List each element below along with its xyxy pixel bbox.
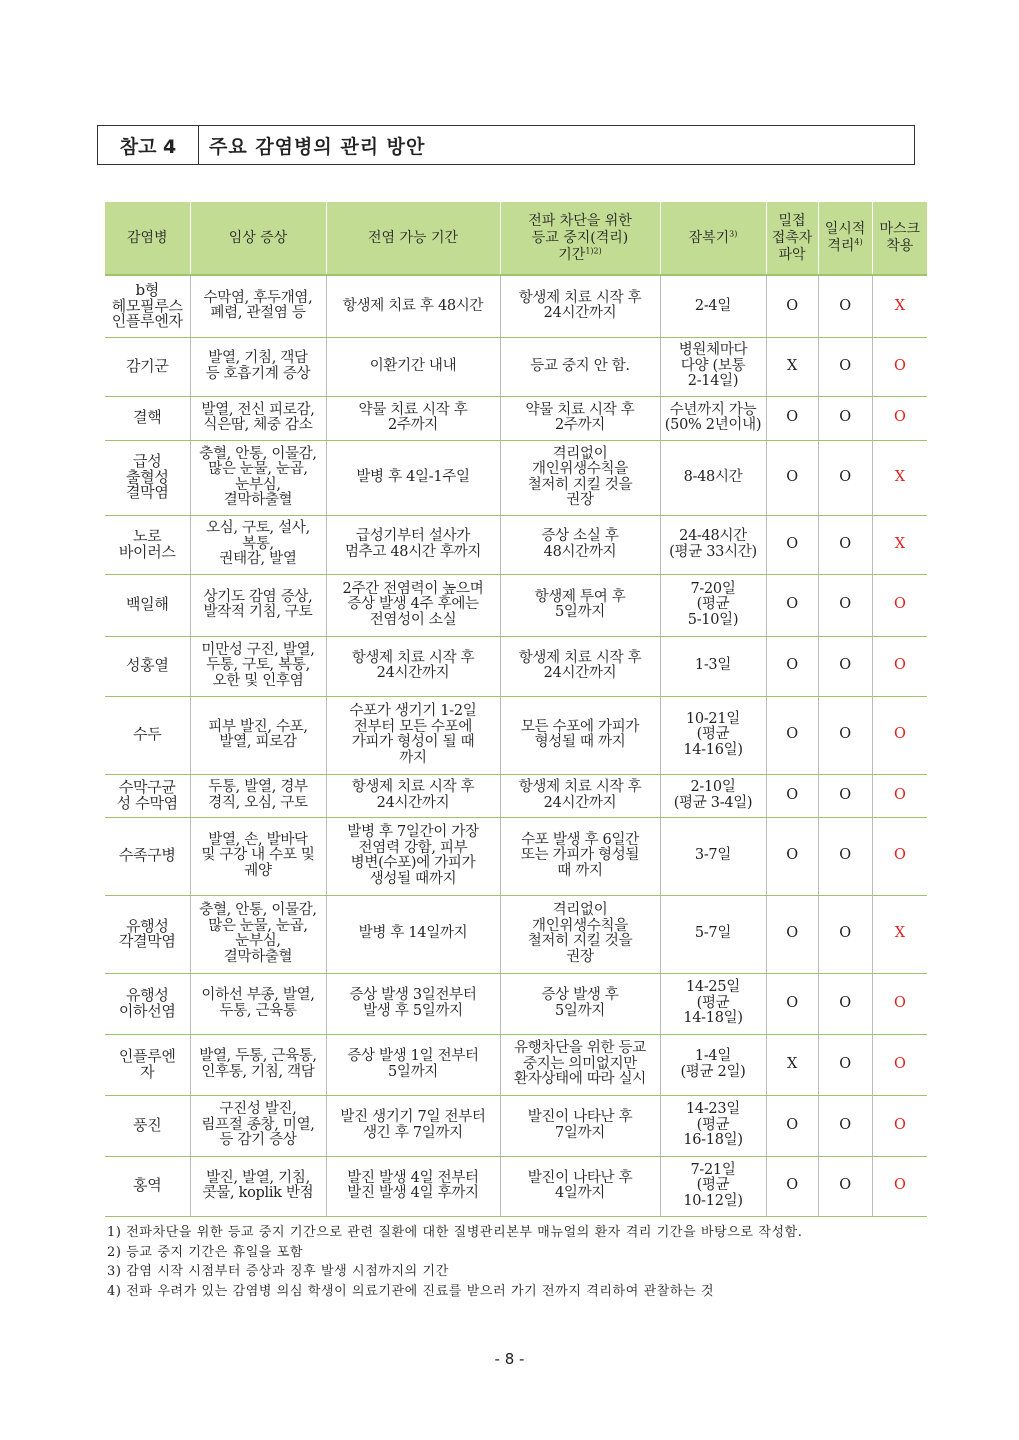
cell-symptoms: 충혈, 안통, 이물감, 많은 눈물, 눈곱, 눈부심, 결막하출혈 bbox=[190, 440, 326, 515]
table-row bbox=[105, 337, 927, 396]
cell-period: 항생제 치료 후 48시간 bbox=[326, 275, 500, 337]
cell-incubation: 1-3일 bbox=[660, 636, 766, 696]
cell-incubation: 2-4일 bbox=[660, 275, 766, 337]
header-incubation bbox=[660, 202, 766, 275]
cell-incubation: 수년까지 가능 (50% 2년이내) bbox=[660, 396, 766, 440]
cell-period: 발진 발생 4일 전부터 발진 발생 4일 후까지 bbox=[326, 1156, 500, 1216]
cell-incubation: 10-21일 (평균 14-16일) bbox=[660, 696, 766, 774]
header-symptoms bbox=[190, 202, 326, 275]
table-row bbox=[105, 1034, 927, 1095]
cell-symptoms: 발열, 전신 피로감, 식은땀, 체중 감소 bbox=[190, 396, 326, 440]
cell-incubation: 5-7일 bbox=[660, 895, 766, 973]
cell-contact: O bbox=[766, 1095, 818, 1156]
cell-contact: O bbox=[766, 817, 818, 895]
cell-incubation: 1-4일 (평균 2일) bbox=[660, 1034, 766, 1095]
header-exclusion-period-label: 전파 차단을 위한 등교 중지(격리) 기간 bbox=[528, 212, 632, 263]
cell-exclusion: 격리없이 개인위생수칙을 철저히 지킬 것을 권장 bbox=[500, 440, 660, 515]
cell-disease: 급성 출혈성 결막염 bbox=[105, 440, 190, 515]
cell-exclusion: 수포 발생 후 6일간 또는 가피가 형성될 때 까지 bbox=[500, 817, 660, 895]
cell-mask: O bbox=[872, 696, 927, 774]
header-exclusion-period bbox=[500, 202, 660, 275]
cell-disease: 인플루엔 자 bbox=[105, 1034, 190, 1095]
table-row bbox=[105, 574, 927, 636]
cell-isolation: O bbox=[818, 574, 872, 636]
header-mask-label: 마스크 착용 bbox=[879, 221, 921, 254]
table-row bbox=[105, 895, 927, 973]
cell-exclusion: 약물 치료 시작 후 2주까지 bbox=[500, 396, 660, 440]
cell-contact: O bbox=[766, 1156, 818, 1216]
cell-mask: X bbox=[872, 895, 927, 973]
page-number: - 8 - bbox=[494, 1350, 525, 1368]
cell-contact: O bbox=[766, 515, 818, 574]
cell-isolation: O bbox=[818, 515, 872, 574]
cell-disease: 결핵 bbox=[105, 396, 190, 440]
cell-contact: O bbox=[766, 440, 818, 515]
cell-isolation: O bbox=[818, 636, 872, 696]
cell-contact: X bbox=[766, 337, 818, 396]
footnote-2: 2) 등교 중지 기간은 휴일을 포함 bbox=[107, 1244, 304, 1260]
cell-isolation: O bbox=[818, 1034, 872, 1095]
cell-mask: O bbox=[872, 1095, 927, 1156]
cell-period: 항생제 치료 시작 후 24시간까지 bbox=[326, 636, 500, 696]
cell-exclusion: 항생제 투여 후 5일까지 bbox=[500, 574, 660, 636]
cell-exclusion: 모든 수포에 가피가 형성될 때 까지 bbox=[500, 696, 660, 774]
header-contact-tracing bbox=[766, 202, 818, 275]
cell-incubation: 2-10일 (평균 3-4일) bbox=[660, 774, 766, 817]
cell-symptoms: 발열, 두통, 근육통, 인후통, 기침, 객담 bbox=[190, 1034, 326, 1095]
cell-incubation: 14-25일 (평균 14-18일) bbox=[660, 973, 766, 1034]
cell-period: 2주간 전염력이 높으며 증상 발생 4주 후에는 전염성이 소실 bbox=[326, 574, 500, 636]
footnote-4: 4) 전파 우려가 있는 감염병 의심 학생이 의료기관에 진료를 받으러 가기 전까지 격리하여 관찰하는 것 bbox=[107, 1283, 715, 1299]
cell-contact: O bbox=[766, 774, 818, 817]
cell-mask: O bbox=[872, 636, 927, 696]
cell-symptoms: 미만성 구진, 발열, 두통, 구토, 복통, 오한 및 인후염 bbox=[190, 636, 326, 696]
cell-exclusion: 유행차단을 위한 등교 중지는 의미없지만 환자상태에 따라 실시 bbox=[500, 1034, 660, 1095]
table-row bbox=[105, 696, 927, 774]
section-label: 참고 4 bbox=[98, 126, 199, 164]
cell-disease: 홍역 bbox=[105, 1156, 190, 1216]
cell-contact: O bbox=[766, 275, 818, 337]
cell-mask: O bbox=[872, 396, 927, 440]
footnotes bbox=[107, 1223, 937, 1301]
cell-disease: 유행성 이하선염 bbox=[105, 973, 190, 1034]
cell-symptoms: 발진, 발열, 기침, 콧물, koplik 반점 bbox=[190, 1156, 326, 1216]
header-symptoms-label: 임상 증상 bbox=[228, 229, 288, 246]
cell-exclusion: 발진이 나타난 후 4일까지 bbox=[500, 1156, 660, 1216]
table-row bbox=[105, 396, 927, 440]
cell-isolation: O bbox=[818, 774, 872, 817]
cell-disease: 풍진 bbox=[105, 1095, 190, 1156]
header-contact-tracing-label: 밀접 접촉자 파악 bbox=[771, 212, 813, 263]
cell-isolation: O bbox=[818, 440, 872, 515]
cell-symptoms: 발열, 손, 발바닥 및 구강 내 수포 및 궤양 bbox=[190, 817, 326, 895]
cell-period: 급성기부터 설사가 멈추고 48시간 후까지 bbox=[326, 515, 500, 574]
header-temporary-isolation-footnote-ref: 4) bbox=[854, 237, 863, 247]
cell-isolation: O bbox=[818, 1095, 872, 1156]
header-infectious-period-label: 전염 가능 기간 bbox=[367, 229, 459, 246]
cell-isolation: O bbox=[818, 696, 872, 774]
cell-period: 발병 후 4일-1주일 bbox=[326, 440, 500, 515]
cell-symptoms: 오심, 구토, 설사, 복통, 권태감, 발열 bbox=[190, 515, 326, 574]
cell-exclusion: 등교 중지 안 함. bbox=[500, 337, 660, 396]
cell-mask: O bbox=[872, 817, 927, 895]
cell-disease: 수족구병 bbox=[105, 817, 190, 895]
cell-contact: O bbox=[766, 396, 818, 440]
header-exclusion-period-footnote-ref: 1)2) bbox=[585, 245, 602, 255]
table-row bbox=[105, 636, 927, 696]
cell-symptoms: 상기도 감염 증상, 발작적 기침, 구토 bbox=[190, 574, 326, 636]
footnote-1: 1) 전파차단을 위한 등교 중지 기간으로 관련 질환에 대한 질병관리본부 매뉴얼의 환자 격리 기간을 바탕으로 작성함. bbox=[107, 1225, 803, 1240]
table-row bbox=[105, 817, 927, 895]
cell-symptoms: 수막염, 후두개염, 폐렴, 관절염 등 bbox=[190, 275, 326, 337]
cell-period: 발병 후 7일간이 가장 전염력 강함, 피부 병변(수포)에 가피가 생성될 때까지 bbox=[326, 817, 500, 895]
header-mask bbox=[872, 202, 927, 275]
cell-contact: O bbox=[766, 895, 818, 973]
cell-mask: X bbox=[872, 515, 927, 574]
cell-incubation: 7-20일 (평균 5-10일) bbox=[660, 574, 766, 636]
cell-period: 수포가 생기기 1-2일 전부터 모든 수포에 가피가 형성이 될 때 까지 bbox=[326, 696, 500, 774]
cell-symptoms: 구진성 발진, 림프절 종창, 미열, 등 감기 증상 bbox=[190, 1095, 326, 1156]
table-row bbox=[105, 440, 927, 515]
cell-exclusion: 증상 발생 후 5일까지 bbox=[500, 973, 660, 1034]
cell-disease: 노로 바이러스 bbox=[105, 515, 190, 574]
cell-exclusion: 증상 소실 후 48시간까지 bbox=[500, 515, 660, 574]
cell-incubation: 14-23일 (평균 16-18일) bbox=[660, 1095, 766, 1156]
cell-mask: O bbox=[872, 774, 927, 817]
table-row bbox=[105, 515, 927, 574]
cell-isolation: O bbox=[818, 973, 872, 1034]
cell-mask: O bbox=[872, 337, 927, 396]
cell-disease: 백일해 bbox=[105, 574, 190, 636]
header-incubation-label: 잠복기 bbox=[688, 229, 730, 246]
cell-contact: O bbox=[766, 636, 818, 696]
header-temporary-isolation bbox=[818, 202, 872, 275]
cell-mask: O bbox=[872, 1156, 927, 1216]
cell-contact: O bbox=[766, 574, 818, 636]
header-infectious-period bbox=[326, 202, 500, 275]
cell-period: 증상 발생 1일 전부터 5일까지 bbox=[326, 1034, 500, 1095]
cell-mask: X bbox=[872, 440, 927, 515]
cell-symptoms: 피부 발진, 수포, 발열, 피로감 bbox=[190, 696, 326, 774]
cell-contact: O bbox=[766, 696, 818, 774]
cell-isolation: O bbox=[818, 275, 872, 337]
cell-contact: X bbox=[766, 1034, 818, 1095]
cell-contact: O bbox=[766, 973, 818, 1034]
cell-disease: b형 헤모필루스 인플루엔자 bbox=[105, 275, 190, 337]
cell-symptoms: 충혈, 안통, 이물감, 많은 눈물, 눈곱, 눈부심, 결막하출혈 bbox=[190, 895, 326, 973]
cell-mask: O bbox=[872, 1034, 927, 1095]
table-row bbox=[105, 973, 927, 1034]
cell-isolation: O bbox=[818, 817, 872, 895]
section-header bbox=[97, 125, 915, 165]
table-row bbox=[105, 1156, 927, 1216]
cell-incubation: 8-48시간 bbox=[660, 440, 766, 515]
cell-period: 발병 후 14일까지 bbox=[326, 895, 500, 973]
page-title: 주요 감염병의 관리 방안 bbox=[209, 135, 426, 158]
cell-isolation: O bbox=[818, 1156, 872, 1216]
cell-incubation: 7-21일 (평균 10-12일) bbox=[660, 1156, 766, 1216]
header-temporary-isolation-label: 일시적 격리 bbox=[824, 221, 866, 254]
cell-exclusion: 격리없이 개인위생수칙을 철저히 지킬 것을 권장 bbox=[500, 895, 660, 973]
cell-period: 발진 생기기 7일 전부터 생긴 후 7일까지 bbox=[326, 1095, 500, 1156]
cell-symptoms: 발열, 기침, 객담 등 호흡기계 증상 bbox=[190, 337, 326, 396]
cell-mask: X bbox=[872, 275, 927, 337]
cell-incubation: 24-48시간 (평균 33시간) bbox=[660, 515, 766, 574]
table-header-row bbox=[105, 202, 927, 275]
table-row bbox=[105, 275, 927, 337]
cell-disease: 수두 bbox=[105, 696, 190, 774]
cell-exclusion: 항생제 치료 시작 후 24시간까지 bbox=[500, 774, 660, 817]
header-disease bbox=[105, 202, 190, 275]
cell-exclusion: 항생제 치료 시작 후 24시간까지 bbox=[500, 275, 660, 337]
header-disease-label: 감염병 bbox=[126, 229, 168, 246]
footnote-3: 3) 감염 시작 시점부터 증상과 징후 발생 시점까지의 기간 bbox=[107, 1264, 449, 1279]
cell-disease: 수막구균 성 수막염 bbox=[105, 774, 190, 817]
cell-isolation: O bbox=[818, 895, 872, 973]
cell-incubation: 병원체마다 다양 (보통 2-14일) bbox=[660, 337, 766, 396]
cell-incubation: 3-7일 bbox=[660, 817, 766, 895]
cell-period: 증상 발생 3일전부터 발생 후 5일까지 bbox=[326, 973, 500, 1034]
infectious-disease-table bbox=[105, 202, 927, 1217]
table-row bbox=[105, 1095, 927, 1156]
cell-period: 약물 치료 시작 후 2주까지 bbox=[326, 396, 500, 440]
cell-period: 항생제 치료 시작 후 24시간까지 bbox=[326, 774, 500, 817]
cell-exclusion: 발진이 나타난 후 7일까지 bbox=[500, 1095, 660, 1156]
cell-symptoms: 두통, 발열, 경부 경직, 오심, 구토 bbox=[190, 774, 326, 817]
cell-exclusion: 항생제 치료 시작 후 24시간까지 bbox=[500, 636, 660, 696]
cell-period: 이환기간 내내 bbox=[326, 337, 500, 396]
cell-disease: 감기군 bbox=[105, 337, 190, 396]
cell-disease: 성홍열 bbox=[105, 636, 190, 696]
cell-isolation: O bbox=[818, 337, 872, 396]
cell-symptoms: 이하선 부종, 발열, 두통, 근육통 bbox=[190, 973, 326, 1034]
cell-isolation: O bbox=[818, 396, 872, 440]
cell-disease: 유행성 각결막염 bbox=[105, 895, 190, 973]
cell-mask: O bbox=[872, 574, 927, 636]
table-row bbox=[105, 774, 927, 817]
header-incubation-footnote-ref: 3) bbox=[729, 228, 738, 238]
cell-mask: O bbox=[872, 973, 927, 1034]
